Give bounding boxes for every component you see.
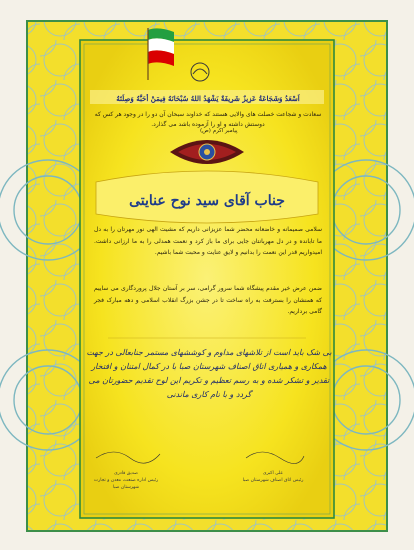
signatory-left: صدیق قادری رئیس اداره صنعت، معدن و تجارت شهرستان صبا: [93, 471, 159, 490]
hadith-text: سعادت و شجاعت خصلت های والایی هستند که خداوند سبحان آن دو را در وجود هر کس که دوستش داشته و او را آزموده باشد می گذارد.: [94, 111, 322, 128]
body-paragraph-2: ضمن عرض خیر مقدم پیشگاه شما سرور گرامی، سر بر آستان جلال پروردگاری می ساییم که همنشان را بسترفت به راه ساخت تا در جشن بزرگ انقلاب اسلامی و دهه مبارک فجر گامی برداریم.: [94, 285, 322, 315]
recipient-title: جناب آقای سید نوح عنایتی: [129, 193, 285, 209]
hadith-source: پیامبر اکرم (ص): [200, 128, 238, 134]
signatory-right: علی اکبری رئیس اتاق اصناف شهرستان صبا: [242, 471, 304, 483]
body-paragraph-1: سلامی صمیمانه و خاضعانه محضر شما عزیزانی داریم که مشیت الهی نور مهرتان را به دل ما تابانده و در دل مهربانتان جایی برای ما باز کرد و نعمت همدلی را به ما ارزانی داشت. امیدواریم قدر این نعمت را بدانیم و لایق عنایت و محبت شما باشیم.: [94, 226, 322, 256]
appreciation-text: بی شک باید است از تلاشهای مداوم و کوششهای مستمر جنابعالی در جهت همکاری و همیاری اتاق اصناف شهرستان صبا با در کمال امتنان و افتخار تقدیر و تشکر شده و به رسم تعظیم و تکریم این لوح تقدیم حضورتان می گردد و با نام کاری ماندنی: [86, 348, 332, 399]
quran-verse: اَسْعَدُ وَشَجَاعَةُ عَزِیزٌ شَرِیفَةٌ یَشْهَدُ اللهُ سُبْحَانَهُ فِیمَنْ أَحَبَّهُ وَصِلَتَهُ: [116, 94, 300, 103]
